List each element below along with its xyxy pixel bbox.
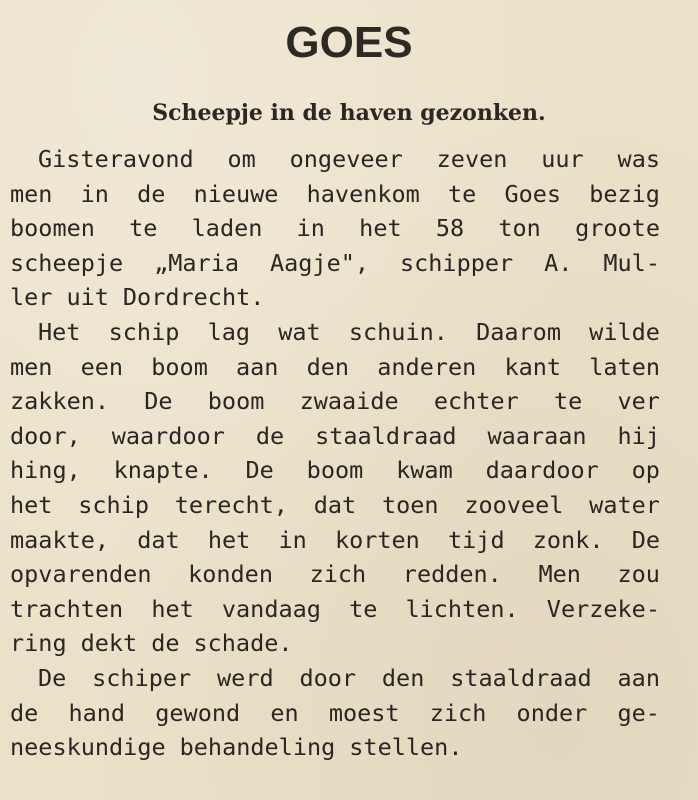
word: water — [589, 490, 660, 519]
word: onder — [516, 698, 588, 727]
word: zwaaide — [299, 387, 399, 416]
word: dekt — [80, 629, 138, 658]
word: Aagje", — [269, 248, 370, 277]
word: Mul- — [603, 248, 660, 277]
word: boom — [207, 387, 265, 416]
word: A. — [544, 248, 573, 277]
word: schip — [78, 490, 149, 519]
word: hij — [617, 421, 660, 450]
word: stellen. — [349, 733, 463, 762]
word: Goes — [504, 179, 562, 208]
word: zakken. — [10, 387, 110, 416]
word: De — [38, 663, 67, 692]
word: kant — [504, 352, 562, 381]
word: waardoor — [111, 421, 225, 450]
article-line — [10, 350, 660, 385]
word: zooveel — [464, 490, 564, 519]
article-line — [10, 246, 660, 281]
word: te — [349, 594, 378, 623]
word: den — [306, 352, 350, 381]
word: schuin. — [348, 317, 448, 346]
word: te — [553, 387, 583, 416]
word: dat — [137, 525, 180, 554]
word: nieuwe — [193, 179, 279, 208]
word: korten — [334, 525, 420, 554]
word: bezig — [589, 179, 660, 208]
word: den — [381, 663, 425, 692]
word: anderen — [377, 352, 477, 381]
word: wat — [278, 317, 321, 346]
article-body — [10, 142, 660, 765]
word: De — [245, 456, 274, 485]
article-line — [10, 453, 660, 488]
article-line — [10, 211, 660, 246]
article-line — [10, 280, 660, 315]
word: 58 — [435, 214, 465, 243]
article-paragraph — [10, 315, 660, 661]
word: De — [631, 525, 660, 554]
word: ler — [10, 283, 53, 312]
word: schade. — [193, 629, 293, 658]
word: in — [278, 525, 307, 554]
word: men — [10, 352, 53, 381]
word: het — [207, 525, 251, 554]
word: Het — [38, 317, 81, 346]
word: wilde — [589, 317, 660, 346]
word: daardoor — [485, 456, 599, 485]
word: was — [617, 145, 660, 173]
word: in — [296, 214, 325, 243]
word: uur — [541, 145, 584, 173]
word: de — [151, 629, 180, 658]
word: te — [129, 214, 158, 243]
word: het — [10, 490, 53, 519]
word: ton — [498, 214, 541, 243]
article-line — [10, 661, 660, 696]
word: ver — [617, 387, 660, 416]
word: kwam — [396, 456, 453, 485]
word: op — [631, 456, 660, 485]
word: gewond — [155, 698, 241, 727]
article-line — [10, 142, 660, 177]
word: neeskundige — [10, 733, 166, 762]
word: echter — [433, 387, 519, 416]
word: staaldraad — [315, 421, 457, 450]
article-paragraph — [10, 142, 660, 315]
word: zou — [617, 560, 660, 589]
word: uit — [66, 283, 109, 312]
word: groote — [575, 214, 660, 243]
word: het — [359, 214, 402, 243]
word: laten — [589, 352, 660, 381]
word: „Maria — [154, 248, 240, 277]
article-line — [10, 177, 660, 212]
word: schiper — [92, 663, 192, 692]
word: men — [10, 179, 53, 208]
word: aan — [617, 663, 660, 692]
article-line — [10, 315, 660, 350]
word: schip — [108, 317, 180, 346]
word: lag — [207, 317, 251, 346]
word: te — [447, 179, 477, 208]
word: tijd — [448, 525, 505, 554]
word: Daarom — [476, 317, 561, 346]
article-line — [10, 523, 660, 558]
word: Verzeke- — [546, 594, 660, 623]
word: dat — [313, 490, 357, 519]
word: boom — [306, 456, 364, 485]
word: het — [151, 594, 194, 623]
word: knapte. — [113, 456, 213, 485]
word: trachten — [10, 594, 124, 623]
word: werd — [217, 663, 274, 692]
word: schipper — [399, 248, 514, 277]
word: de — [137, 179, 166, 208]
word: in — [80, 179, 109, 208]
article-line — [10, 488, 660, 523]
word: ge- — [617, 698, 660, 727]
word: Dordrecht. — [122, 283, 265, 312]
word: lichten. — [405, 594, 519, 623]
word: redden. — [402, 560, 502, 589]
word: moest — [328, 698, 400, 727]
article-line — [10, 696, 660, 731]
word: een — [80, 352, 124, 381]
word: boomen — [10, 214, 95, 243]
word: De — [144, 387, 173, 416]
word: opvarenden — [10, 560, 152, 589]
word: waaraan — [487, 421, 587, 450]
word: laden — [191, 214, 263, 243]
word: de — [10, 698, 39, 727]
word: zonk. — [532, 525, 604, 554]
word: boom — [151, 352, 208, 381]
word: ongeveer — [289, 145, 403, 173]
word: vandaag — [221, 594, 321, 623]
word: zeven — [436, 145, 508, 173]
word: toen — [381, 490, 439, 519]
word: hing, — [10, 456, 81, 485]
article-paragraph — [10, 661, 660, 765]
word: zich — [309, 560, 367, 589]
word: scheepje — [10, 248, 124, 277]
article-line — [10, 384, 660, 419]
word: en — [270, 698, 299, 727]
article-line — [10, 419, 660, 454]
word: de — [255, 421, 285, 450]
word: konden — [188, 560, 273, 589]
word: maakte, — [10, 525, 110, 554]
article-line — [10, 592, 660, 627]
article-line — [10, 557, 660, 592]
word: behandeling — [179, 733, 336, 762]
word: door — [299, 663, 357, 692]
word: staaldraad — [450, 663, 592, 692]
word: zich — [429, 698, 487, 727]
article-line — [10, 626, 660, 661]
article-line — [10, 730, 660, 765]
word: hand — [68, 698, 126, 727]
subheadline: Scheepje in de haven gezonken. — [152, 100, 546, 126]
word: ring — [10, 629, 67, 658]
word: om — [227, 145, 256, 173]
word: havenkom — [306, 179, 420, 208]
word: Men — [538, 560, 581, 589]
headline: GOES — [285, 18, 413, 67]
word: aan — [236, 352, 279, 381]
word: door, — [10, 421, 81, 450]
word: terecht, — [174, 490, 288, 519]
word: Gisteravond — [38, 145, 194, 173]
